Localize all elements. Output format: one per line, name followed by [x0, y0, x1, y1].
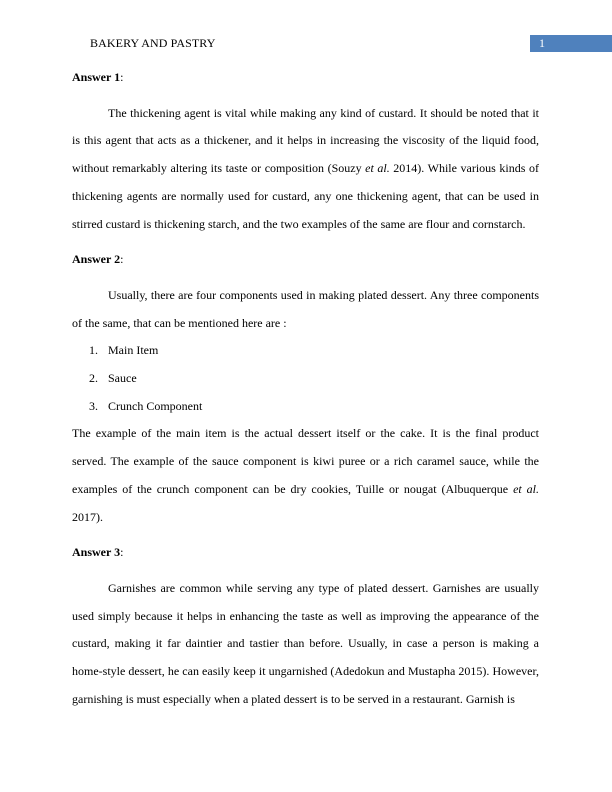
- page-number-box: [530, 35, 612, 52]
- running-head: BAKERY AND PASTRY: [90, 36, 216, 50]
- section-paragraph: The thickening agent is vital while making any kind of custard. It should be noted that it is this agent that acts as a thickener, and it helps in increasing the viscosity of the liquid food, without remarkably altering its taste or composition (Souzy et al. 2014). While various kinds of thickening agents are normally used for custard, any one thickening agent, that can be used in stirred custard is thickening starch, and the two examples of the same are flour and cornstarch.: [72, 105, 539, 231]
- section-paragraph: The example of the main item is the actual dessert itself or the cake. It is the final product served. The example of the sauce component is kiwi puree or a rich caramel sauce, while the examples of the crunch component can be dry cookies, Tuille or nougat (Albuquerque et al. 2017).: [72, 426, 539, 524]
- list-item: 1. Main Item: [89, 343, 159, 358]
- page-number: 1: [539, 36, 545, 50]
- section-heading: Answer 2:: [72, 252, 124, 267]
- section-paragraph: Garnishes are common while serving any type of plated dessert. Garnishes are usually used simply because it helps in enhancing the taste as well as improving the appearance of the custard, making it far daintier and tastier than before. Usually, in case a person is making a home-style dessert, he can easily keep it ungarnished (Adedokun and Mustapha 2015). However, garnishing is must especially when a plated dessert is to be served in a restaurant. Garnish is: [72, 580, 539, 706]
- list-item: 3. Crunch Component: [89, 398, 203, 413]
- document-body: [72, 64, 539, 713]
- section-heading: Answer 3:: [72, 545, 124, 560]
- section-heading: Answer 1:: [72, 70, 124, 84]
- component-list: [72, 337, 539, 420]
- list-item: 2. Sauce: [89, 371, 137, 386]
- section-paragraph: Usually, there are four components used in making plated dessert. Any three components of the same, that can be mentioned here are :: [72, 287, 539, 330]
